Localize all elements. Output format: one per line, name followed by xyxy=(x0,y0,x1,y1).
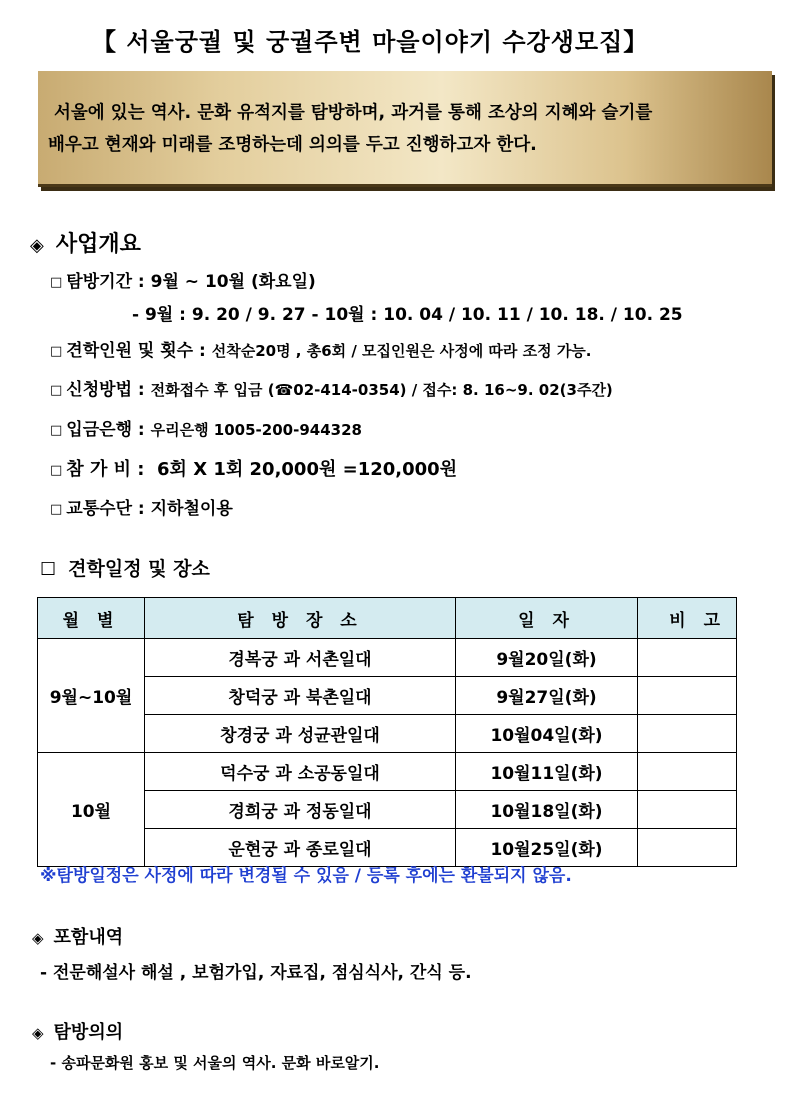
square-icon: ☐ xyxy=(40,559,57,580)
overview-item-capacity: □ 견학인원 및 횟수 : 선착순20명 , 총6회 / 모집인원은 사정에 따라 조정 가능. xyxy=(50,341,592,361)
checkbox-icon: □ xyxy=(50,275,63,290)
note-cell xyxy=(638,639,737,677)
header-month: 월 별 xyxy=(38,598,145,639)
place-cell: 경복궁 과 서촌일대 xyxy=(145,639,456,677)
diamond-icon: ◈ xyxy=(32,1024,44,1042)
note-cell xyxy=(638,791,737,829)
checkbox-icon: □ xyxy=(50,423,63,438)
month-cell: 10월 xyxy=(38,753,145,867)
intro-line-1: 서울에 있는 역사. 문화 유적지를 탐방하며, 과거를 통해 조상의 지혜와 슬기를 xyxy=(54,103,653,123)
overview-item-period: □ 탐방기간 : 9월 ~ 10월 (화요일) xyxy=(50,272,316,292)
intro-box xyxy=(38,71,772,187)
note-cell xyxy=(638,677,737,715)
diamond-icon: ◈ xyxy=(30,235,44,256)
table-row xyxy=(38,753,737,791)
schedule-table xyxy=(37,597,737,867)
schedule-heading-text: 견학일정 및 장소 xyxy=(68,558,210,580)
meaning-text: - 송파문화원 홍보 및 서울의 역사. 문화 바로알기. xyxy=(50,1054,380,1072)
overview-item-transport: □ 교통수단 : 지하철이용 xyxy=(50,499,233,519)
note-cell xyxy=(638,715,737,753)
place-cell: 경희궁 과 정동일대 xyxy=(145,791,456,829)
meaning-heading: ◈ 탐방의의 xyxy=(32,1022,124,1043)
page-title: 【 서울궁궐 및 궁궐주변 마을이야기 수강생모집】 xyxy=(92,28,649,56)
included-heading: ◈ 포함내역 xyxy=(32,927,124,948)
date-cell: 9월27일(화) xyxy=(456,677,638,715)
date-cell: 10월25일(화) xyxy=(456,829,638,867)
table-row xyxy=(38,639,737,677)
header-place: 탐 방 장 소 xyxy=(145,598,456,639)
schedule-heading xyxy=(40,554,210,581)
overview-item-apply: □ 신청방법 : 전화접수 후 입금 (☎02-414-0354) / 접수: 8. 16~9. 02(3주간) xyxy=(50,380,613,400)
schedule-notice: ※탐방일정은 사정에 따라 변경될 수 있음 / 등록 후에는 환불되지 않음. xyxy=(40,866,572,886)
checkbox-icon: □ xyxy=(50,344,63,359)
intro-line-2: 배우고 현재와 미래를 조명하는데 의의를 두고 진행하고자 한다. xyxy=(48,135,537,155)
header-date: 일 자 xyxy=(456,598,638,639)
overview-item-bank: □ 입금은행 : 우리은행 1005-200-944328 xyxy=(50,420,362,440)
place-cell: 창경궁 과 성균관일대 xyxy=(145,715,456,753)
date-cell: 9월20일(화) xyxy=(456,639,638,677)
checkbox-icon: □ xyxy=(50,383,63,398)
overview-item-fee: □ 참 가 비 : 6회 X 1회 20,000원 =120,000원 xyxy=(50,459,458,480)
overview-heading xyxy=(30,227,141,258)
overview-heading-text: 사업개요 xyxy=(55,232,141,257)
header-note: 비 고 xyxy=(638,598,737,639)
included-text: - 전문해설사 해설 , 보험가입, 자료집, 점심식사, 간식 등. xyxy=(40,963,472,983)
place-cell: 운현궁 과 종로일대 xyxy=(145,829,456,867)
note-cell xyxy=(638,829,737,867)
table-header-row xyxy=(38,598,737,639)
note-cell xyxy=(638,753,737,791)
place-cell: 덕수궁 과 소공동일대 xyxy=(145,753,456,791)
place-cell: 창덕궁 과 북촌일대 xyxy=(145,677,456,715)
date-cell: 10월18일(화) xyxy=(456,791,638,829)
diamond-icon: ◈ xyxy=(32,929,44,947)
month-cell: 9월~10월 xyxy=(38,639,145,753)
overview-item-dates: - 9월 : 9. 20 / 9. 27 - 10월 : 10. 04 / 10. 11 / 10. 18. / 10. 25 xyxy=(132,305,683,325)
checkbox-icon: □ xyxy=(50,463,63,478)
checkbox-icon: □ xyxy=(50,502,63,517)
date-cell: 10월04일(화) xyxy=(456,715,638,753)
date-cell: 10월11일(화) xyxy=(456,753,638,791)
